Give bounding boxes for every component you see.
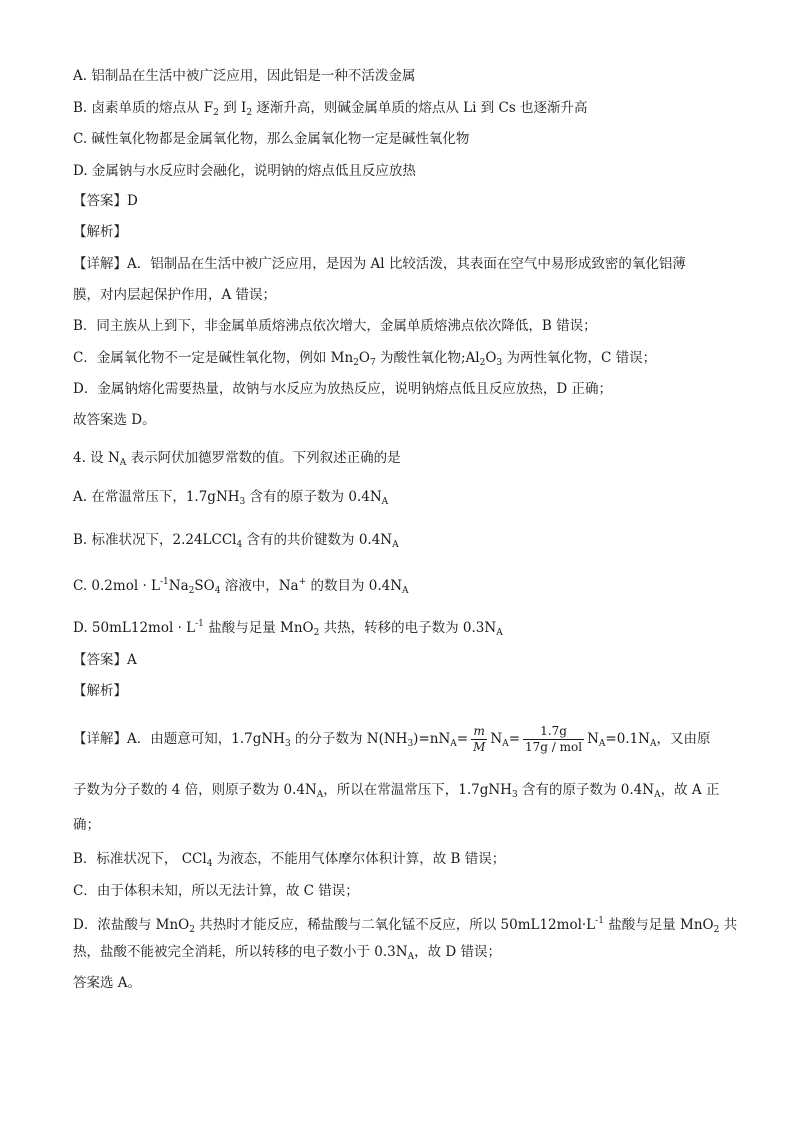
fraction-m-over-M: $\frac{m}{M}$	[473, 724, 486, 754]
answer-label: 【答案】D	[73, 193, 138, 209]
option-c: C. 碱性氧化物都是金属氧化物，那么金属氧化物一定是碱性氧化物	[73, 131, 470, 147]
option-a: A. 铝制品在生活中被广泛应用，因此铝是一种不活泼金属	[73, 68, 416, 84]
q4-detail-d-line2: 热，盐酸不能被完全消耗，所以转移的电子数小于 $0.3N_A$，故 D 错误；	[73, 944, 501, 962]
q4-answer-label: 【答案】A	[73, 652, 137, 668]
question-4-stem: 4. 设 $N_A$ 表示阿伏加德罗常数的值。下列叙述正确的是	[73, 450, 401, 468]
q4-option-d: D. $50mL12mol \cdot L^{-1}$ 盐酸与足量 MnO$_2$ 共热，转移的电子数为 $0.3N_A$	[73, 619, 503, 638]
option-b: B. 卤素单质的熔点从 $F_2$ 到 $I_2$ 逐渐升高，则碱金属单质的熔点从 Li 到 Cs 也逐渐升高	[73, 100, 588, 118]
detail-d: D．金属钠熔化需要热量，故钠与水反应为放热反应，说明钠熔点低且反应放热，D 正确；	[73, 381, 612, 397]
q4-detail-line2: 子数为分子数的 4 倍，则原子数为 $0.4N_A$，所以在常温常压下，1.7gNH$_3$ 含有的原子数为 $0.4N_A$，故 A 正	[73, 782, 720, 800]
q4-analysis-label: 【解析】	[73, 683, 127, 699]
option-d: D. 金属钠与水反应时会融化，说明钠的熔点低且反应放热	[73, 163, 416, 179]
q4-option-b: B. 标准状况下，2.24LCCl$_4$ 含有的共价键数为 $0.4N_A$	[73, 532, 399, 550]
conclusion: 故答案选 D。	[73, 412, 156, 428]
q4-detail-line3: 确；	[73, 817, 100, 833]
q4-detail-b: B．标准状况下， CCl$_4$ 为液态，不能用气体摩尔体积计算，故 B 错误；	[73, 851, 506, 869]
detail-c: C．金属氧化物不一定是碱性氧化物，例如 $Mn_2O_7$ 为酸性氧化物$;Al_2O_3$ 为两性氧化物，C 错误；	[73, 350, 657, 368]
analysis-label: 【解析】	[73, 224, 127, 240]
detail-a-line1: 【详解】A．铝制品在生活中被广泛应用，是因为 Al 比较活泼，其表面在空气中易形成致密的氧化铝薄	[73, 256, 686, 272]
detail-a-line2: 膜，对内层起保护作用，A 错误；	[73, 287, 277, 303]
fraction-mass-over-molar-mass: $\frac{1.7g}{\text{17g / mol}}$	[525, 724, 583, 754]
q4-detail-line1: 【详解】A．由题意可知，1.7gNH$_3$ 的分子数为 $N(NH_3)=nN_A=$ $\frac{m}{M}$ $N_A=$ $\frac{1.7g}{\text{17g / mol}}$ $N_A=0.1N_A$，又由原	[73, 724, 711, 754]
q4-detail-d-line1: D．浓盐酸与 MnO$_2$ 共热时才能反应，稀盐酸与二氧化锰不反应，所以 $50mL12mol\cdot L^{-1}$ 盐酸与足量 MnO$_2$ 共	[73, 916, 738, 935]
detail-b: B．同主族从上到下，非金属单质熔沸点依次增大，金属单质熔沸点依次降低，B 错误；	[73, 318, 597, 334]
q4-option-c: C. $0.2mol \cdot L^{-1}Na_2SO_4$ 溶液中，Na+ 的数目为 $0.4N_A$	[73, 577, 409, 596]
q4-detail-c: C．由于体积未知，所以无法计算，故 C 错误；	[73, 883, 359, 899]
q4-conclusion: 答案选 A。	[73, 975, 142, 991]
q4-option-a: A. 在常温常压下，1.7gNH$_3$ 含有的原子数为 $0.4N_A$	[73, 489, 389, 507]
